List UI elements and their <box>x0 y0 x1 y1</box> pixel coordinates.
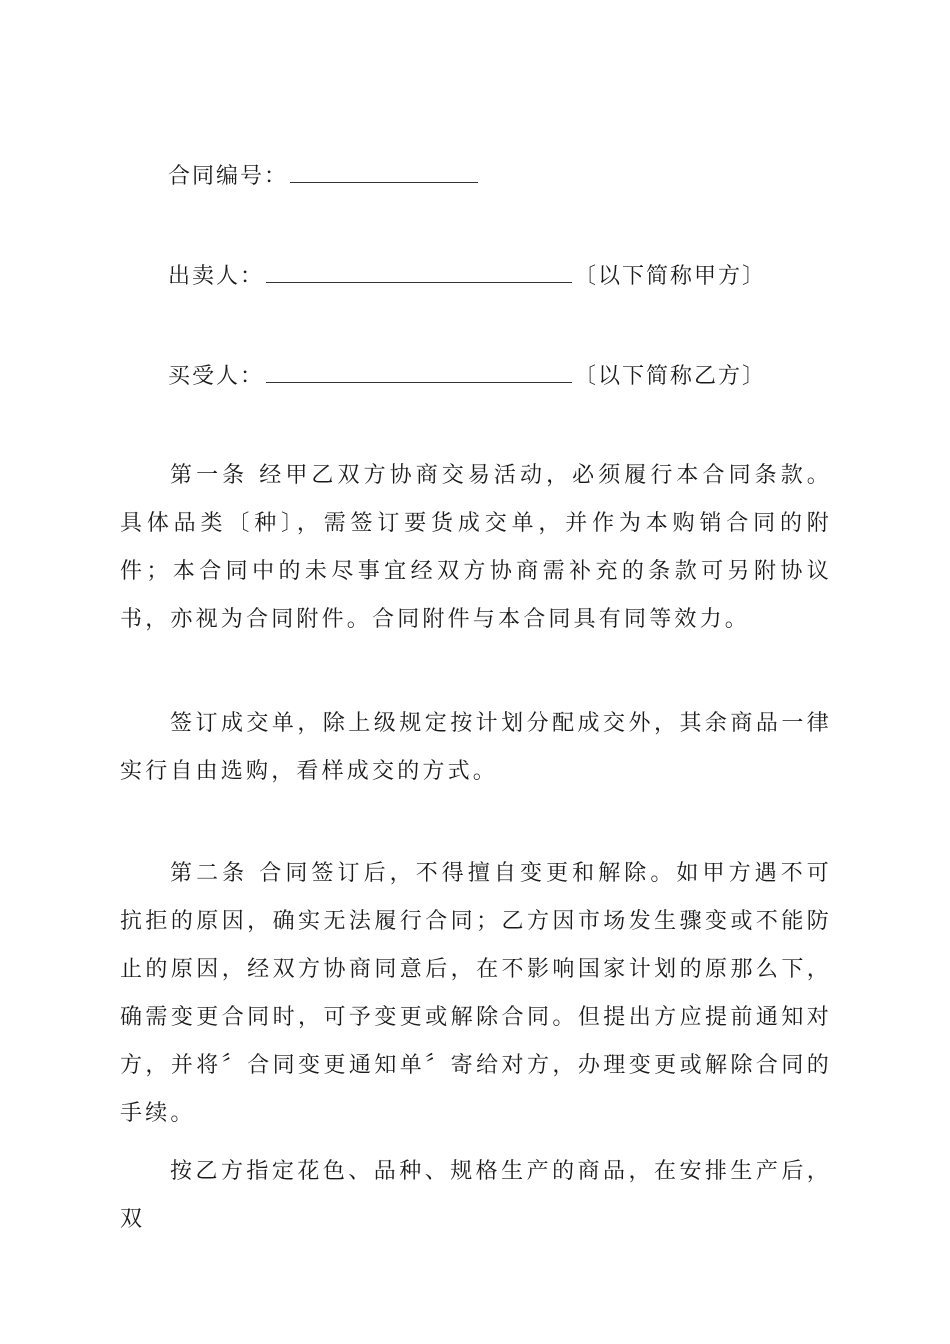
buyer-field <box>168 360 766 393</box>
seller-suffix: 〔以下简称甲方〕 <box>574 264 767 289</box>
seller-blank <box>266 260 572 283</box>
buyer-blank <box>266 360 572 383</box>
buyer-suffix: 〔以下简称乙方〕 <box>574 364 767 389</box>
buyer-label: 买受人： <box>168 364 265 389</box>
contract-number-blank <box>290 160 478 183</box>
article-2-paragraph: 第二条 合同签订后，不得擅自变更和解除。如甲方遇不可抗拒的原因，确实无法履行合同；乙方因市场发生骤变或不能防止的原因，经双方协商同意后，在不影响国家计划的原那么下，确需变更合同时，可予变更或解除合同。但提出方应提前通知对方，并将〞合同变更通知单〞寄给对方，办理变更或解除合同的手续。 <box>120 861 832 1126</box>
contract-number-field <box>168 160 480 193</box>
seller-field <box>168 260 766 293</box>
article-1-paragraph: 第一条 经甲乙双方协商交易活动，必须履行本合同条款。具体品类〔种〕，需签订要货成交单，并作为本购销合同的附件；本合同中的未尽事宜经双方协商需补充的条款可另附协议书，亦视为合同附件。合同附件与本合同具有同等效力。 <box>120 463 832 632</box>
article-2-supplement-paragraph: 按乙方指定花色、品种、规格生产的商品，在安排生产后，双 <box>120 1159 832 1232</box>
seller-label: 出卖人： <box>168 264 265 289</box>
contract-number-label: 合同编号： <box>168 164 289 189</box>
article-1-supplement-paragraph: 签订成交单，除上级规定按计划分配成交外，其余商品一律实行自由选购，看样成交的方式。 <box>120 711 832 784</box>
